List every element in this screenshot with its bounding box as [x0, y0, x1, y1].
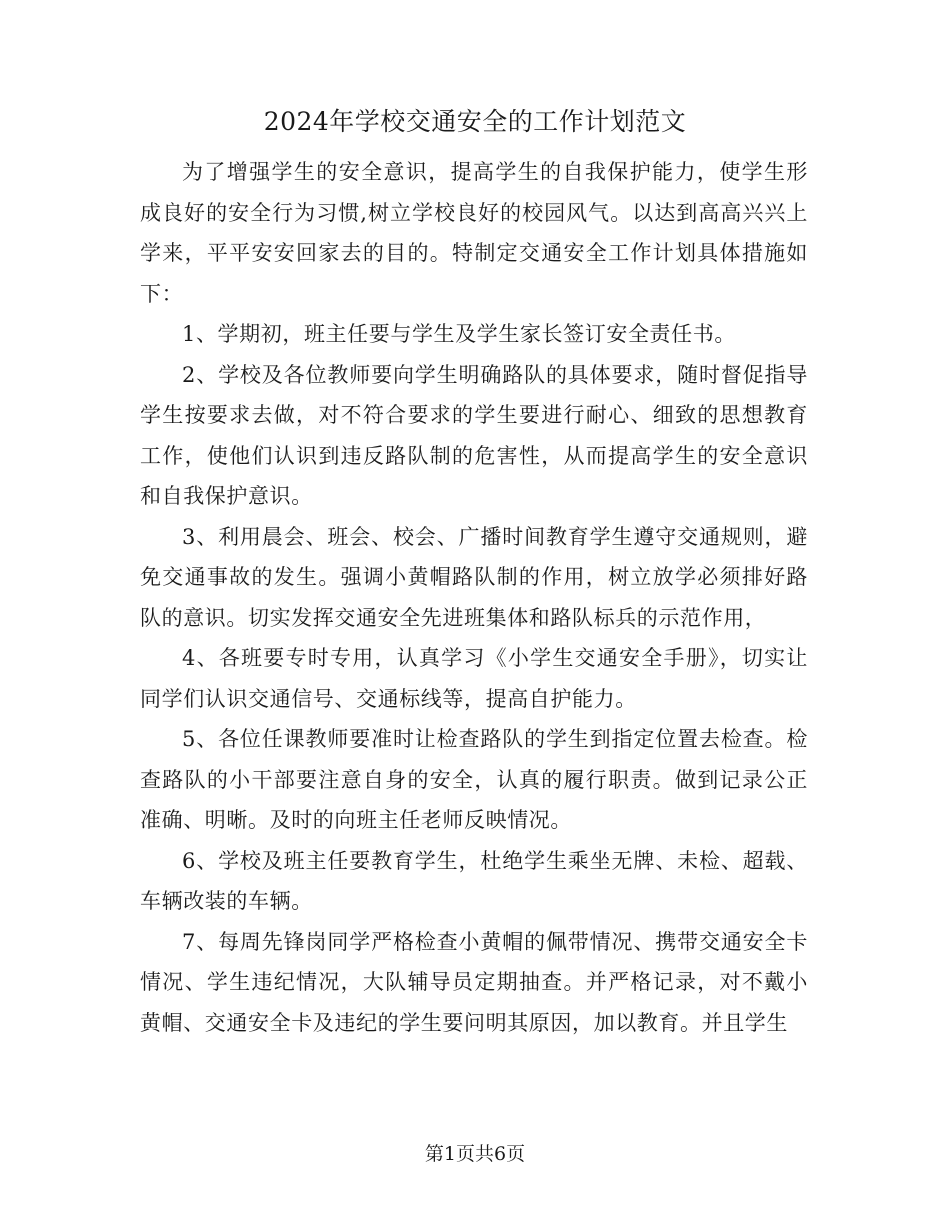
- document-body: [140, 152, 808, 1043]
- paragraph-item-7: 7、每周先锋岗同学严格检查小黄帽的佩带情况、携带交通安全卡情况、学生违纪情况，大队辅导员定期抽查。并严格记录，对不戴小黄帽、交通安全卡及违纪的学生要问明其原因，加以教育。并且学生: [140, 929, 808, 1035]
- paragraph-item-4: 4、各班要专时专用，认真学习《小学生交通安全手册》，切实让同学们认识交通信号、交通标线等，提高自护能力。: [140, 646, 808, 711]
- paragraph-item-2: 2、学校及各位教师要向学生明确路队的具体要求，随时督促指导学生按要求去做，对不符合要求的学生要进行耐心、细致的思想教育工作，使他们认识到违反路队制的危害性，从而提高学生的安全意识和自我保护意识。: [140, 362, 808, 508]
- paragraph-item-3: 3、利用晨会、班会、校会、广播时间教育学生遵守交通规则，避免交通事故的发生。强调小黄帽路队制的作用，树立放学必须排好路队的意识。切实发挥交通安全先进班集体和路队标兵的示范作用，: [140, 524, 808, 630]
- paragraph-item-1: 1、学期初，班主任要与学生及学生家长签订安全责任书。: [182, 322, 736, 346]
- document-title: 2024年学校交通安全的工作计划范文: [263, 107, 687, 136]
- paragraph-item-6: 6、学校及班主任要教育学生，杜绝学生乘坐无牌、未检、超载、车辆改装的车辆。: [140, 848, 808, 913]
- paragraph-item-5: 5、各位任课教师要准时让检查路队的学生到指定位置去检查。检查路队的小干部要注意自身的安全，认真的履行职责。做到记录公正准确、明晰。及时的向班主任老师反映情况。: [140, 727, 808, 832]
- page-number: 第1页共6页: [424, 1143, 526, 1165]
- paragraph-intro: 为了增强学生的安全意识，提高学生的自我保护能力，使学生形成良好的安全行为习惯,树立学校良好的校园风气。以达到高高兴兴上学来，平平安安回家去的目的。特制定交通安全工作计划具体措施如下：: [140, 160, 808, 306]
